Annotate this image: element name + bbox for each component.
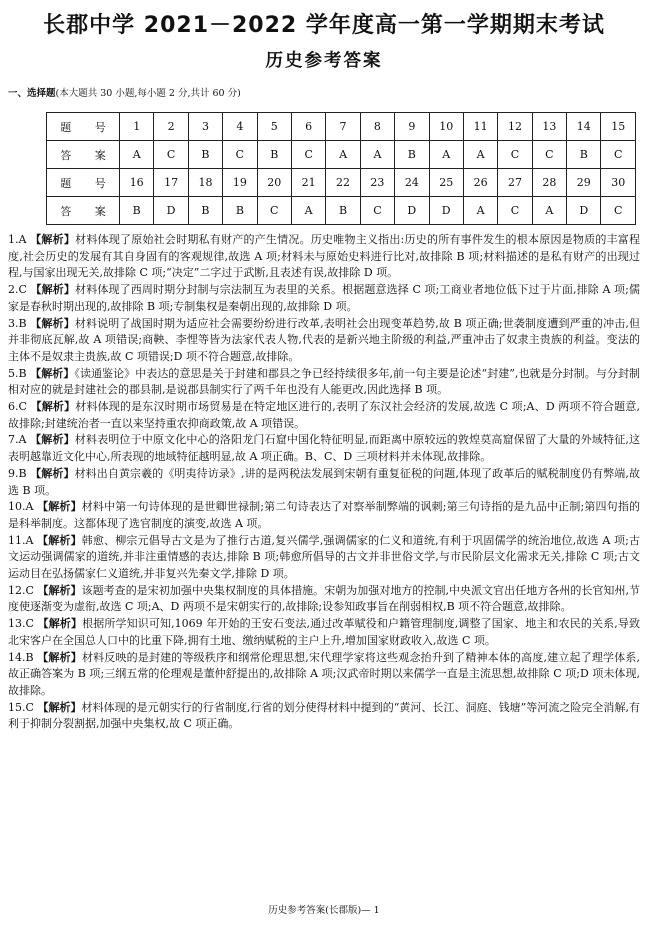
table-cell: 1 <box>120 113 154 141</box>
table-cell: B <box>326 197 360 225</box>
analysis-tag: 【解析】 <box>30 316 75 330</box>
table-cell: C <box>257 197 291 225</box>
analysis-tag: 【解析】 <box>30 433 75 447</box>
question-number: 14.B <box>8 650 34 664</box>
table-cell: 3 <box>188 113 222 141</box>
table-cell: 6 <box>291 113 325 141</box>
table-cell: C <box>291 141 325 169</box>
explanation-item <box>8 282 640 315</box>
table-cell: C <box>601 197 636 225</box>
analysis-tag: 【解析】 <box>37 533 82 547</box>
table-cell: B <box>120 197 154 225</box>
section-label: 一、选择题 <box>8 88 56 99</box>
exam-title: 长郡中学 2021－2022 学年度高一第一学期期末考试 <box>43 13 605 38</box>
table-cell: C <box>601 141 636 169</box>
table-cell: 24 <box>395 169 429 197</box>
question-number: 3.B <box>8 316 27 330</box>
table-cell: B <box>395 141 429 169</box>
table-cell: 14 <box>567 113 601 141</box>
explanation-item <box>8 432 640 465</box>
analysis-tag: 【解析】 <box>30 366 75 380</box>
row-header: 答 案 <box>47 141 120 169</box>
explanation-item <box>8 616 640 649</box>
table-cell: A <box>463 141 497 169</box>
table-cell: A <box>291 197 325 225</box>
explanation-text: 材料反映的是封建的等级秩序和纲常伦理思想,宋代理学家将这些观念抬升到了精神本体的高度,建立起了理学体系,故正确答案为 B 项;三纲五常的伦理观是董仲舒提出的,故排除 A 项;汉武帝时期以来儒学一直是主流思想,故排除 C 项;D 项未体现,故排除。 <box>8 650 641 697</box>
analysis-tag: 【解析】 <box>37 700 82 714</box>
table-cell: B <box>257 141 291 169</box>
table-cell: 10 <box>429 113 463 141</box>
table-cell: 25 <box>429 169 463 197</box>
table-cell: 29 <box>567 169 601 197</box>
table-cell: C <box>154 141 188 169</box>
table-cell: A <box>463 197 497 225</box>
table-row <box>47 141 636 169</box>
analysis-tag: 【解析】 <box>30 233 76 246</box>
section-note: (本大题共 30 小题,每小题 2 分,共计 60 分) <box>55 88 241 99</box>
section-heading <box>8 85 241 99</box>
analysis-tag: 【解析】 <box>37 583 82 597</box>
explanation-text: 材料体现的是东汉时期市场贸易是在特定地区进行的,表明了东汉社会经济的发展,故选 C 项;A、D 两项不符合题意,故排除;封建统治者一直以来坚持重农抑商政策,故 A 项错误。 <box>8 400 640 430</box>
question-number: 12.C <box>8 583 34 597</box>
table-cell: 17 <box>154 169 188 197</box>
table-cell: C <box>498 141 532 169</box>
table-cell: 4 <box>223 113 257 141</box>
table-cell: 5 <box>257 113 291 141</box>
table-cell: A <box>360 141 394 169</box>
question-number: 6.C <box>8 400 27 414</box>
table-cell: 19 <box>223 169 257 197</box>
table-cell: 13 <box>532 113 566 141</box>
table-cell: A <box>120 141 154 169</box>
question-number: 15.C <box>8 700 34 714</box>
table-cell: A <box>429 141 463 169</box>
explanation-text: 材料出自黄宗羲的《明夷待访录》,讲的是两税法发展到宋朝有重复征税的问题,体现了政革后的赋税制度仍有弊端,故选 B 项。 <box>8 466 640 497</box>
table-row <box>47 197 636 225</box>
table-cell: D <box>567 197 601 225</box>
table-cell: C <box>360 197 394 225</box>
table-row <box>47 113 636 141</box>
table-cell: D <box>429 197 463 225</box>
explanation-text: 材料体现了原始社会时期私有财产的产生情况。历史唯物主义指出:历史的所有事件发生的根本原因是物质的丰富程度,社会历史的发展有其自身固有的客观规律,故选 A 项;材料未与原始史料进行比对,故排除 B 项;材料描述的是私有财产的出现过程,与国家出现无关,故排除 C 项;“决定”二字过于武断,且表述有误,故排除 D 项。 <box>8 233 641 280</box>
explanation-item <box>8 232 640 282</box>
question-number: 5.B <box>8 366 27 380</box>
question-number: 13.C <box>8 617 34 631</box>
table-row <box>47 169 636 197</box>
row-header: 题 号 <box>47 169 120 197</box>
table-cell: 12 <box>498 113 532 141</box>
table-cell: C <box>498 197 532 225</box>
explanation-item <box>8 399 640 432</box>
table-cell: 23 <box>360 169 394 197</box>
explanation-item <box>8 466 640 499</box>
answer-table <box>46 112 636 225</box>
table-cell: 9 <box>395 113 429 141</box>
explanation-text: 材料说明了战国时期为适应社会需要纷纷进行改革,表明社会出现变革趋势,故 B 项正确;世袭制度遭到严重的冲击,但并非彻底瓦解,故 A 项错误;商鞅、李悝等皆为法家代表人物,代表的是新兴地主阶级的利益,严重冲击了奴隶主贵族的利益。变法的主体不是奴隶主贵族,故 C 项错误;D 项不符合题意,故排除。 <box>8 316 641 363</box>
row-header: 题 号 <box>47 113 120 141</box>
table-cell: 27 <box>498 169 532 197</box>
table-cell: 7 <box>326 113 360 141</box>
table-cell: 21 <box>291 169 325 197</box>
analysis-tag: 【解析】 <box>30 400 76 414</box>
table-cell: C <box>532 141 566 169</box>
analysis-tag: 【解析】 <box>37 650 82 664</box>
explanation-text: 材料体现的是元朝实行的行省制度,行省的划分使得材料中提到的“黄河、长江、洞庭、钱塘”等河流之险完全消解,有利于抑制分裂割据,加强中央集权,故 C 项正确。 <box>8 700 640 731</box>
explanation-text: 该题考查的是宋初加强中央集权制度的具体措施。宋朝为加强对地方的控制,中央派文官出任地方各州的长官知州,节度使逐渐变为虚衔,故选 C 项;A、D 两项不是宋朝实行的,故排除;设参知政事旨在削弱相权,B 项不符合题意,故排除。 <box>8 583 641 614</box>
explanation-item <box>8 650 640 700</box>
table-cell: 26 <box>463 169 497 197</box>
analysis-tag: 【解析】 <box>37 500 82 514</box>
table-cell: 15 <box>601 113 636 141</box>
explanation-text: 《读通鉴论》中表达的意思是关于封建和郡县之争已经持续很多年,前一句主要是论述“封建”,也就是分封制。与分封制相对应的就是封建社会的郡县制,是说郡县制实行了两千年也没有人能更改,因此选择 B 项。 <box>8 366 641 397</box>
analysis-tag: 【解析】 <box>37 617 83 631</box>
table-cell: 28 <box>532 169 566 197</box>
table-cell: D <box>395 197 429 225</box>
analysis-tag: 【解析】 <box>30 466 75 480</box>
explanation-text: 材料中第一句诗体现的是世卿世禄制;第二句诗表达了对察举制弊端的讽刺;第三句诗指的是九品中正制;第四句指的是科举制度。这都体现了选官制度的演变,故选 A 项。 <box>8 500 640 530</box>
explanation-item <box>8 499 640 532</box>
explanation-list <box>8 232 640 733</box>
table-cell: A <box>532 197 566 225</box>
explanation-text: 材料表明位于中原文化中心的洛阳龙门石窟中国化特征明显,而距离中原较远的敦煌莫高窟保留了大量的外域特征,这表明越靠近文化中心,所表现的地域特征越明显,故 A 项正确。B、C、D 三项材料并未体现,故排除。 <box>8 433 641 464</box>
table-cell: B <box>188 197 222 225</box>
table-cell: 2 <box>154 113 188 141</box>
question-number: 2.C <box>8 283 27 297</box>
table-cell: 30 <box>601 169 636 197</box>
table-cell: 16 <box>120 169 154 197</box>
table-cell: A <box>326 141 360 169</box>
row-header: 答 案 <box>47 197 120 225</box>
explanation-item <box>8 583 640 616</box>
analysis-tag: 【解析】 <box>30 283 76 297</box>
question-number: 10.A <box>8 500 34 514</box>
table-cell: 18 <box>188 169 222 197</box>
table-cell: B <box>188 141 222 169</box>
table-cell: 20 <box>257 169 291 197</box>
answer-key-subtitle: 历史参考答案 <box>265 51 383 71</box>
explanation-item <box>8 366 640 399</box>
question-number: 11.A <box>8 533 34 547</box>
question-number: 1.A <box>8 233 27 246</box>
table-cell: 11 <box>463 113 497 141</box>
table-cell: 8 <box>360 113 394 141</box>
question-number: 7.A <box>8 433 27 447</box>
explanation-item <box>8 533 640 583</box>
explanation-text: 韩愈、柳宗元倡导古文是为了推行古道,复兴儒学,强调儒家的仁义和道统,有利于巩固儒学的统治地位,故选 A 项;古文运动强调儒家的道统,并非注重情感的表达,排除 B 项;韩愈所倡导的古文并非世俗文学,与市民阶层文化需求无关,排除 C 项;古文运动目在弘扬儒家仁义道统,并非复兴先秦文学,排除 D 项。 <box>8 533 641 581</box>
table-cell: C <box>223 141 257 169</box>
table-cell: D <box>154 197 188 225</box>
table-cell: 22 <box>326 169 360 197</box>
table-cell: B <box>567 141 601 169</box>
question-number: 9.B <box>8 466 27 480</box>
page-footer: 历史参考答案(长郡版)— 1 <box>268 905 380 916</box>
table-cell: B <box>223 197 257 225</box>
explanation-item <box>8 316 640 366</box>
explanation-item <box>8 700 640 733</box>
explanation-text: 根据所学知识可知,1069 年开始的王安石变法,通过改革赋役和户籍管理制度,调整了国家、地主和农民的关系,导致北宋客户在全国总人口中的比重下降,拥有土地、缴纳赋税的主户上升,增加国家财政收入,故选 C 项。 <box>8 617 641 647</box>
explanation-text: 材料体现了西周时期分封制与宗法制互为表里的关系。根据题意选择 C 项;工商业者地位低下过于片面,排除 A 项;儒家是春秋时期出现的,故排除 B 项;专制集权是秦朝出现的,故排除 D 项。 <box>8 283 640 313</box>
